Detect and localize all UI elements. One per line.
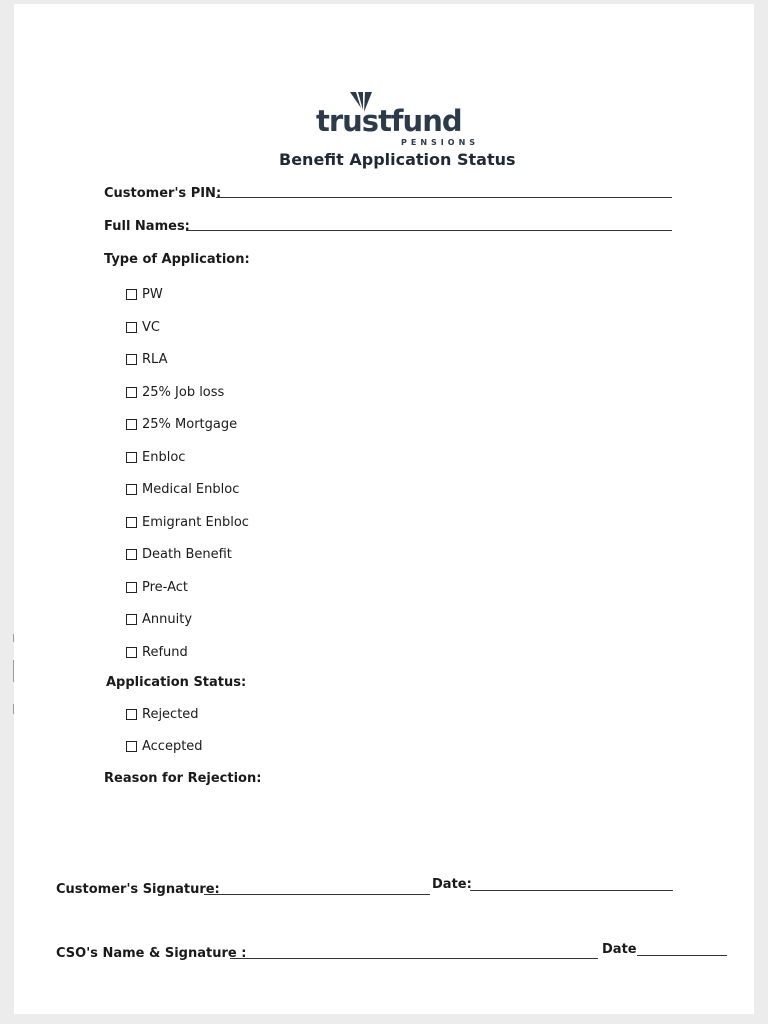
- checkbox-label: Accepted: [142, 739, 203, 754]
- checkbox-label: 25% Mortgage: [142, 417, 238, 432]
- checkbox-label: PW: [142, 287, 163, 302]
- customer-signature-line[interactable]: [204, 894, 430, 895]
- checkbox-label: Pre-Act: [142, 579, 188, 595]
- date-line-2[interactable]: [637, 955, 727, 956]
- checkbox-option[interactable]: [126, 547, 232, 562]
- checkbox-option[interactable]: [126, 287, 163, 302]
- checkbox-icon[interactable]: [126, 452, 137, 463]
- scan-mark: [13, 660, 14, 682]
- checkbox-option[interactable]: [126, 320, 160, 335]
- checkbox-icon[interactable]: [126, 419, 137, 430]
- scan-mark: [13, 634, 14, 642]
- form-title: Benefit Application Status: [279, 150, 516, 169]
- logo-wordmark: trustfund: [316, 104, 462, 138]
- pin-label: Customer's PIN:: [104, 186, 222, 201]
- checkbox-option[interactable]: [126, 515, 249, 530]
- checkbox-option[interactable]: [126, 417, 237, 432]
- checkbox-option[interactable]: [126, 645, 188, 660]
- checkbox-label: Death Benefit: [142, 547, 232, 562]
- pin-input-line[interactable]: [216, 197, 672, 198]
- checkbox-label: Annuity: [142, 612, 193, 627]
- checkbox-option[interactable]: [126, 450, 185, 465]
- checkbox-icon[interactable]: [126, 549, 137, 560]
- checkbox-label: Enbloc: [142, 449, 186, 465]
- checkbox-label: Medical Enbloc: [142, 482, 240, 497]
- checkbox-icon[interactable]: [126, 709, 137, 720]
- reason-for-rejection-label: Reason for Rejection:: [104, 771, 262, 786]
- checkbox-label: 25% Job loss: [142, 384, 225, 400]
- checkbox-option[interactable]: [126, 385, 224, 400]
- checkbox-icon[interactable]: [126, 322, 137, 333]
- full-names-label: Full Names:: [104, 219, 190, 234]
- date-line-1[interactable]: [470, 890, 673, 891]
- checkbox-label: RLA: [142, 352, 168, 367]
- form-page: [14, 4, 754, 1014]
- trustfund-logo: [316, 90, 496, 150]
- checkbox-icon[interactable]: [126, 647, 137, 658]
- checkbox-icon[interactable]: [126, 517, 137, 528]
- checkbox-option[interactable]: [126, 352, 167, 367]
- checkbox-icon[interactable]: [126, 289, 137, 300]
- date-label-2: Date: [602, 942, 637, 957]
- application-status-label: Application Status:: [106, 675, 247, 690]
- scan-mark: [13, 704, 14, 714]
- logo-subtitle: PENSIONS: [401, 138, 480, 147]
- checkbox-icon[interactable]: [126, 484, 137, 495]
- checkbox-option[interactable]: [126, 739, 203, 754]
- checkbox-option[interactable]: [126, 482, 239, 497]
- date-label-1: Date:: [432, 877, 472, 892]
- checkbox-label: Refund: [142, 644, 188, 660]
- checkbox-icon[interactable]: [126, 741, 137, 752]
- checkbox-option[interactable]: [126, 707, 199, 722]
- cso-signature-line[interactable]: [230, 958, 598, 959]
- checkbox-icon[interactable]: [126, 614, 137, 625]
- type-of-application-label: Type of Application:: [104, 252, 250, 267]
- cso-signature-label: CSO's Name & Signature :: [56, 946, 247, 961]
- customer-signature-label: Customer's Signature:: [56, 882, 220, 897]
- checkbox-option[interactable]: [126, 612, 192, 627]
- checkbox-label: Emigrant Enbloc: [142, 514, 249, 530]
- checkbox-label: VC: [142, 319, 160, 335]
- checkbox-icon[interactable]: [126, 582, 137, 593]
- checkbox-option[interactable]: [126, 580, 188, 595]
- checkbox-label: Rejected: [142, 707, 199, 722]
- full-names-input-line[interactable]: [186, 230, 672, 231]
- checkbox-icon[interactable]: [126, 387, 137, 398]
- checkbox-icon[interactable]: [126, 354, 137, 365]
